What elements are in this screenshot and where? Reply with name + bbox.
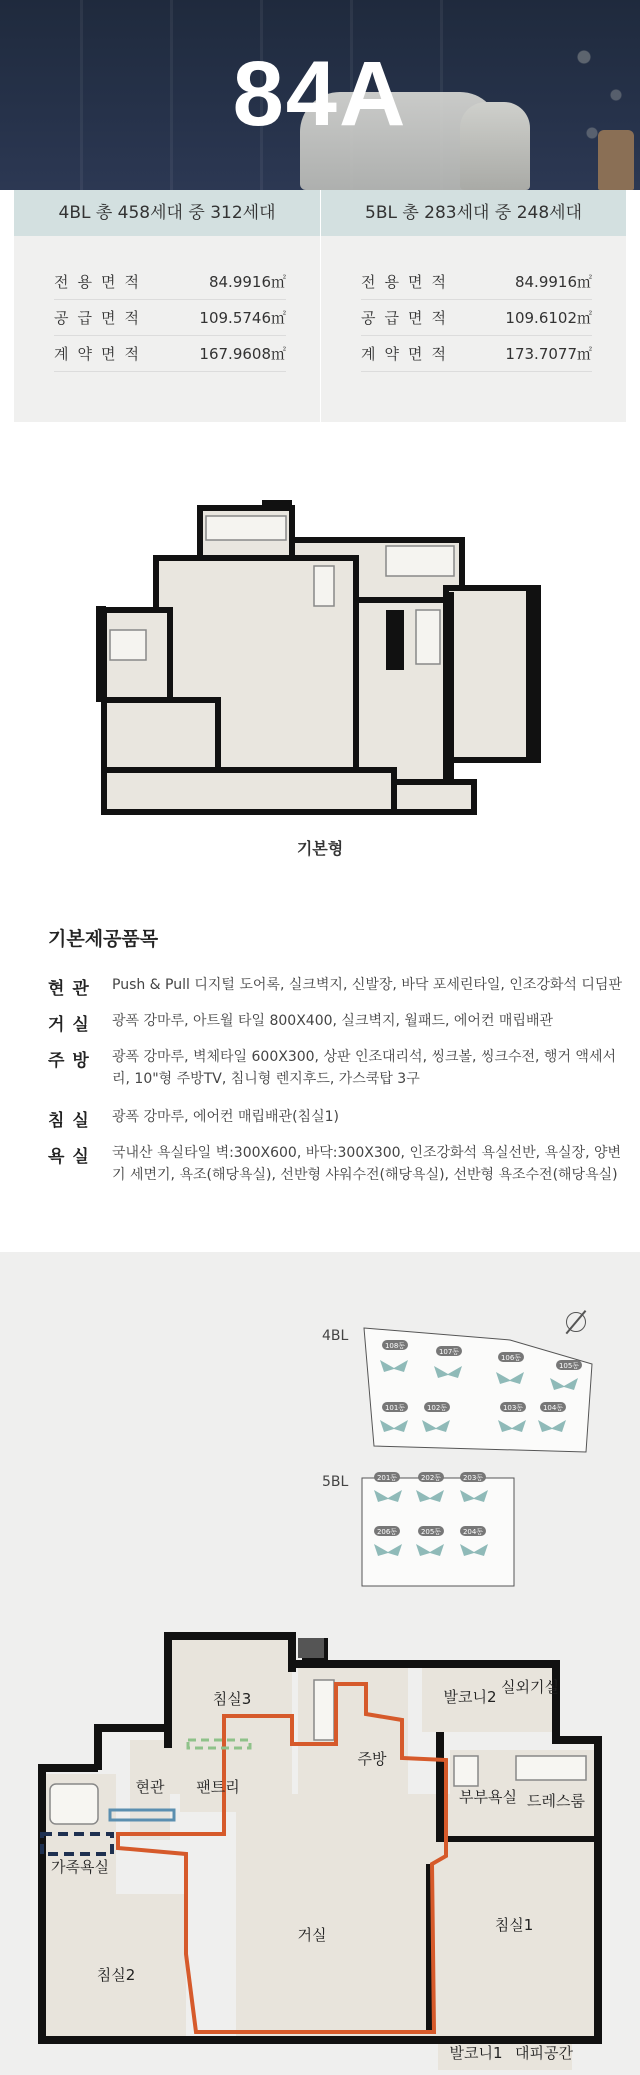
area-value: 167.9608㎡ xyxy=(199,345,286,363)
labeled-floor-plan xyxy=(36,1624,612,2072)
svg-text:103동: 103동 xyxy=(502,1404,524,1412)
site-section xyxy=(0,1252,640,2075)
plan-room xyxy=(394,782,474,812)
item-label: 주방 xyxy=(48,1051,97,1071)
item-label: 침실 xyxy=(48,1111,97,1131)
room-label-dressroom: 드레스룸 xyxy=(527,1792,585,1810)
item-kitchen xyxy=(48,1046,628,1090)
svg-text:105동: 105동 xyxy=(558,1362,580,1370)
item-entrance xyxy=(48,974,628,999)
svg-text:203동: 203동 xyxy=(462,1474,484,1482)
item-text: 광폭 강마루, 벽체타일 600X300, 상판 인조대리석, 씽크볼, 씽크수전, 행거 액세서리, 10"형 주방TV, 침니형 렌지후드, 가스쿡탑 3구 xyxy=(112,1049,617,1087)
item-label: 욕실 xyxy=(48,1147,97,1167)
room-label-entrance: 현관 xyxy=(135,1778,165,1796)
area-row xyxy=(361,336,592,372)
shower-fixture xyxy=(454,1756,478,1786)
area-label: 공급면적 xyxy=(54,309,148,327)
area-value: 109.5746㎡ xyxy=(199,309,286,327)
item-label: 거실 xyxy=(48,1015,97,1035)
area-table xyxy=(14,190,626,422)
item-label: 현관 xyxy=(48,979,97,999)
area-column-5bl xyxy=(320,190,626,422)
site-map-4bl xyxy=(360,1320,596,1456)
room-label-balcony1: 발코니1 xyxy=(449,2044,503,2062)
wall xyxy=(38,2036,438,2044)
svg-text:107동: 107동 xyxy=(438,1348,460,1356)
item-text: 광폭 강마루, 에어컨 매립배관(침실1) xyxy=(112,1109,339,1125)
plan-wall xyxy=(262,500,292,510)
area-label: 공급면적 xyxy=(361,309,455,327)
closet-fixture xyxy=(516,1756,586,1780)
site-map-5bl xyxy=(360,1472,518,1590)
basic-plan-caption: 기본형 xyxy=(296,839,344,858)
plan-fixture xyxy=(416,610,440,664)
items-title: 기본제공품목 xyxy=(48,928,159,950)
svg-text:204동: 204동 xyxy=(462,1528,484,1536)
item-bedroom xyxy=(48,1106,628,1131)
plan-fixture xyxy=(314,566,334,606)
room-label-bed3: 침실3 xyxy=(212,1690,252,1708)
item-text: 광폭 강마루, 아트월 타일 800X400, 실크벽지, 월패드, 에어컨 매립배관 xyxy=(112,1013,554,1029)
wall xyxy=(432,2036,602,2044)
room-label-outdoor: 실외기실 xyxy=(501,1678,559,1696)
wall xyxy=(594,1736,602,2042)
svg-text:101동: 101동 xyxy=(384,1404,406,1412)
area-header: 5BL 총 283세대 중 248세대 xyxy=(321,190,626,236)
item-living xyxy=(48,1010,628,1035)
room-label-living: 거실 xyxy=(297,1926,327,1944)
site-label-5bl: 5BL xyxy=(322,1474,349,1490)
svg-text:202동: 202동 xyxy=(420,1474,442,1482)
svg-text:201동: 201동 xyxy=(376,1474,398,1482)
room-label-bed1: 침실1 xyxy=(494,1916,534,1934)
area-header: 4BL 총 458세대 중 312세대 xyxy=(14,190,320,236)
area-label: 전용면적 xyxy=(361,273,455,291)
svg-text:104동: 104동 xyxy=(542,1404,564,1412)
wall xyxy=(436,1836,594,1842)
kitchen-counter xyxy=(314,1680,334,1740)
wall xyxy=(38,1764,46,2040)
room-label-family-bath: 가족욕실 xyxy=(51,1858,109,1876)
wall xyxy=(292,1660,418,1668)
plan-wall xyxy=(386,610,404,670)
item-text: 국내산 욕실타일 벽:300X600, 바닥:300X300, 인조강화석 욕실선반, 욕실장, 양변기 세면기, 욕조(해당욕실), 선반형 샤워수전(해당욕실), 선반형 욕조수전(해당욕실) xyxy=(112,1145,622,1183)
svg-text:205동: 205동 xyxy=(420,1528,442,1536)
svg-text:206동: 206동 xyxy=(376,1528,398,1536)
area-value: 84.9916㎡ xyxy=(208,273,286,291)
area-row xyxy=(54,300,286,336)
wall xyxy=(38,1764,98,1772)
room-label-balcony2: 발코니2 xyxy=(443,1688,497,1706)
area-value: 173.7077㎡ xyxy=(505,345,592,363)
svg-text:108동: 108동 xyxy=(384,1342,406,1350)
room-label-bed2: 침실2 xyxy=(96,1966,136,1984)
basic-floor-plan xyxy=(96,500,544,820)
unit-type-title: 84A xyxy=(232,43,408,145)
area-value: 109.6102㎡ xyxy=(505,309,592,327)
room-floor-bed1 xyxy=(432,1840,594,2036)
plan-wall xyxy=(444,592,454,782)
wall xyxy=(436,1732,444,1842)
room-label-evac: 대피공간 xyxy=(515,2044,573,2062)
area-value: 84.9916㎡ xyxy=(514,273,592,291)
item-bathroom xyxy=(48,1142,628,1186)
area-label: 계약면적 xyxy=(361,345,455,363)
area-label: 계약면적 xyxy=(54,345,148,363)
wall xyxy=(416,1660,558,1668)
room-floor-outdoor xyxy=(506,1664,554,1732)
wall xyxy=(94,1724,168,1732)
plan-fixture xyxy=(206,516,286,540)
plan-room xyxy=(104,770,394,812)
duct-block xyxy=(298,1638,324,1658)
plan-wall xyxy=(526,586,538,762)
area-column-4bl xyxy=(14,190,320,422)
bathtub-fixture xyxy=(50,1784,98,1824)
wall xyxy=(552,1660,560,1744)
plan-fixture xyxy=(386,546,454,576)
svg-text:106동: 106동 xyxy=(500,1354,522,1362)
svg-text:102동: 102동 xyxy=(426,1404,448,1412)
plan-room xyxy=(446,588,538,760)
room-label-kitchen: 주방 xyxy=(357,1750,387,1768)
area-row xyxy=(54,264,286,300)
plan-fixture xyxy=(110,630,146,660)
room-label-pantry: 팬트리 xyxy=(196,1778,240,1796)
area-label: 전용면적 xyxy=(54,273,148,291)
area-row xyxy=(361,300,592,336)
site-label-4bl: 4BL xyxy=(322,1328,349,1344)
item-text: Push & Pull 디지털 도어록, 실크벽지, 신발장, 바닥 포세린타일, 인조강화석 디딤판 xyxy=(112,977,622,993)
hero-banner xyxy=(0,0,640,190)
area-row xyxy=(54,336,286,372)
wall xyxy=(164,1632,296,1640)
room-label-master-bath: 부부욕실 xyxy=(459,1788,517,1806)
area-row xyxy=(361,264,592,300)
plan-wall xyxy=(96,606,106,702)
